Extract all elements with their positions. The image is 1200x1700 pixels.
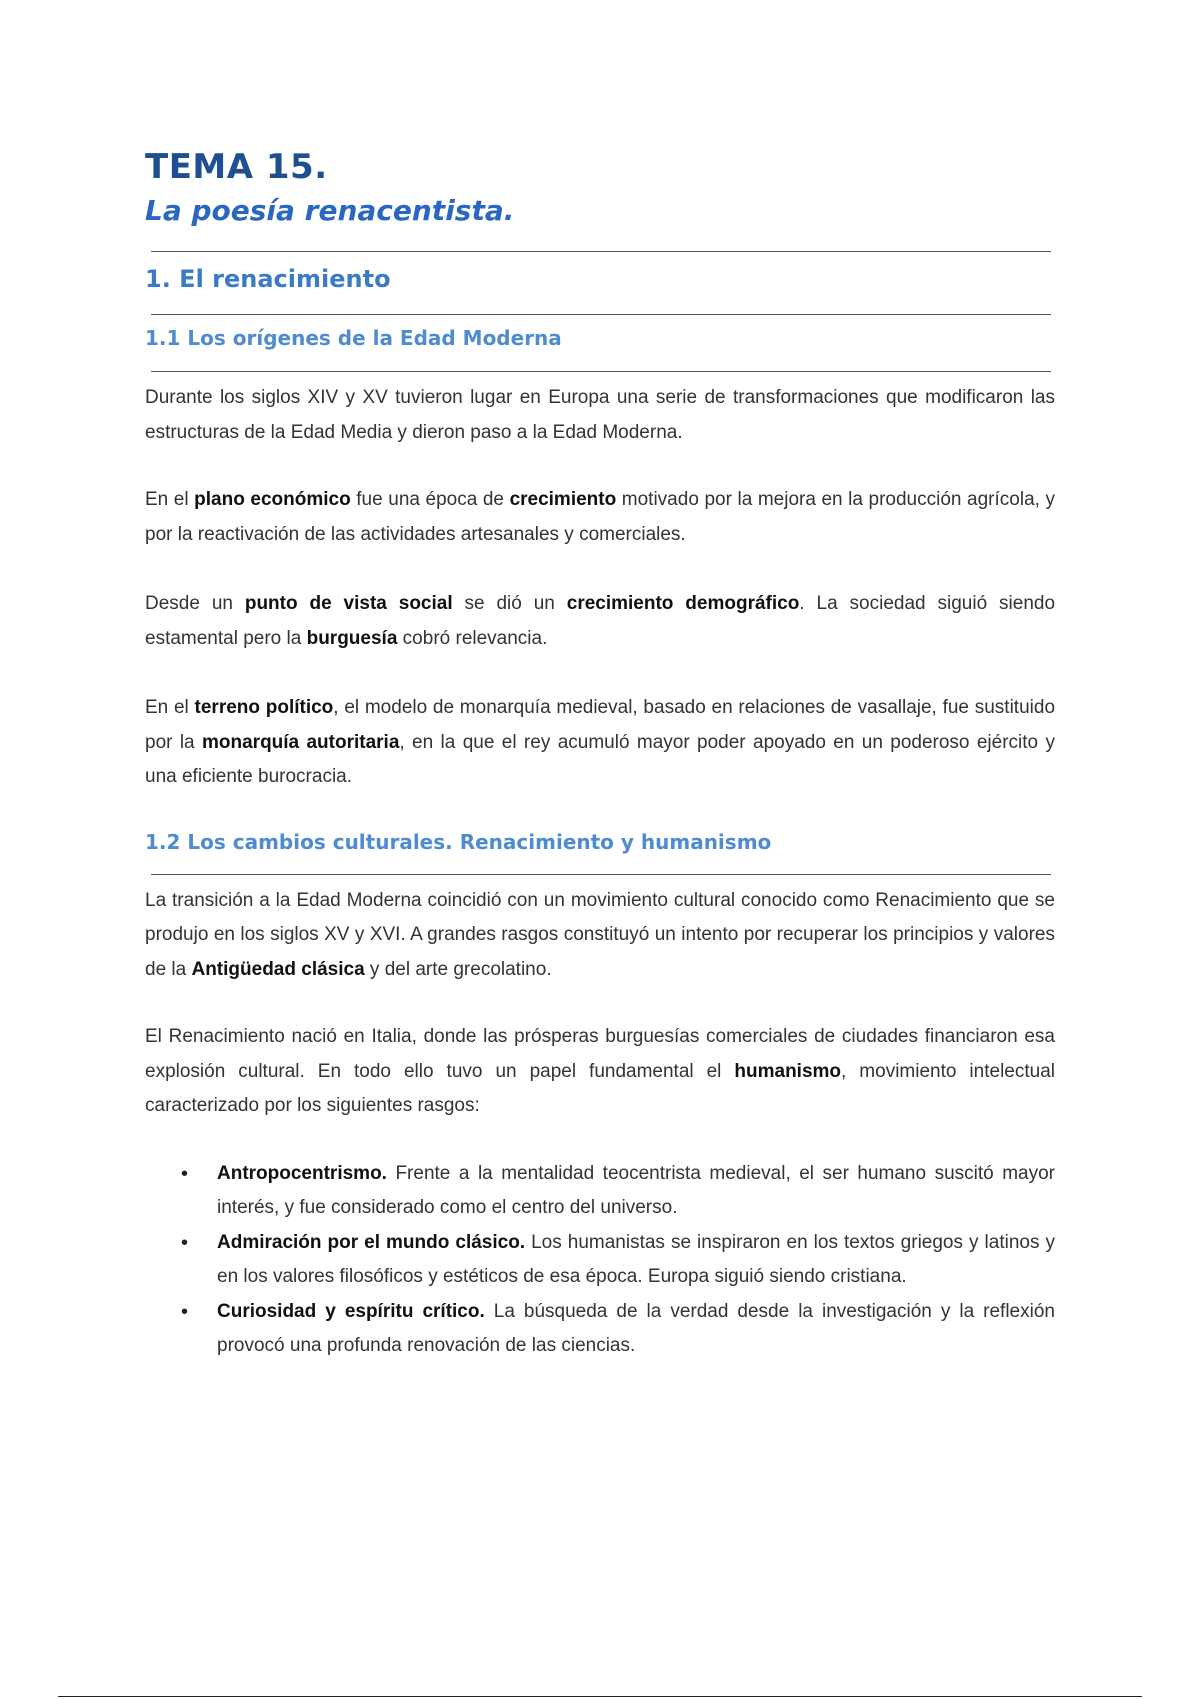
paragraph-renaissance-italy bbox=[145, 1020, 1055, 1124]
bullet-text: La búsqueda de la verdad desde la investigación y la reflexión provocó una profunda renovación de las ciencias. bbox=[217, 1300, 1055, 1356]
subsection-heading-1-2: 1.2 Los cambios culturales. Renacimiento y humanismo bbox=[145, 829, 772, 854]
paragraph-economic-plane bbox=[145, 483, 1055, 552]
paragraph-text: , movimiento intelectual caracterizado por los siguientes rasgos: bbox=[145, 1060, 1055, 1116]
page-bottom-rule bbox=[58, 1696, 1142, 1697]
subsection-heading-1-1: 1.1 Los orígenes de la Edad Moderna bbox=[145, 326, 562, 350]
paragraph-text: . La sociedad siguió siendo estamental pero la bbox=[145, 593, 1056, 649]
paragraph-text: y del arte grecolatino. bbox=[364, 958, 552, 980]
paragraph-text: motivado por la mejora en la producción agrícola, y por la reactivación de las actividades artesanales y comerciales. bbox=[145, 489, 1055, 545]
bullet-term: Antropocentrismo. bbox=[217, 1162, 387, 1184]
paragraph-text: Desde un bbox=[145, 593, 245, 614]
bold-term: monarquía autoritaria bbox=[202, 731, 400, 753]
paragraph-text: En el bbox=[145, 489, 195, 510]
bold-term: punto de vista social bbox=[244, 593, 453, 614]
divider bbox=[151, 251, 1051, 252]
bold-term: crecimiento demográfico bbox=[566, 593, 800, 614]
bold-term: plano económico bbox=[194, 489, 351, 510]
paragraph-text: En el bbox=[145, 697, 195, 718]
humanism-traits-list bbox=[145, 1157, 1055, 1364]
document-subtitle: La poesía renacentista. bbox=[145, 194, 515, 227]
bullet-term: Curiosidad y espíritu crítico. bbox=[217, 1300, 485, 1322]
paragraph-origins-intro: Durante los siglos XIV y XV tuvieron lugar en Europa una serie de transformaciones que modificaron las estructuras de la Edad Media y dieron paso a la Edad Moderna. bbox=[145, 387, 1055, 443]
bold-term: Antigüedad clásica bbox=[191, 958, 365, 980]
bold-term: humanismo bbox=[734, 1060, 842, 1082]
paragraph-text: , el modelo de monarquía medieval, basado en relaciones de vasallaje, fue sustituido por la bbox=[145, 697, 1056, 753]
divider bbox=[151, 371, 1051, 372]
bullet-text: Los humanistas se inspiraron en los textos griegos y latinos y en los valores filosóficos y estéticos de esa época. Europa siguió siendo cristiana. bbox=[217, 1231, 1055, 1287]
document-page bbox=[145, 145, 1055, 1364]
paragraph-text: El Renacimiento nació en Italia, donde las prósperas burguesías comerciales de ciudades financiaron esa explosión cultural. En todo ello tuvo un papel fundamental el bbox=[145, 1026, 1055, 1082]
list-item bbox=[217, 1295, 1055, 1364]
paragraph-text: , en la que el rey acumuló mayor poder apoyado en un poderoso ejército y una eficiente burocracia. bbox=[145, 731, 1055, 787]
paragraph-text: se dió un bbox=[452, 593, 567, 614]
divider bbox=[151, 874, 1051, 875]
bullet-text: Frente a la mentalidad teocentrista medieval, el ser humano suscitó mayor interés, y fue considerado como el centro del universo. bbox=[217, 1162, 1055, 1218]
document-title: TEMA 15. bbox=[145, 147, 328, 187]
bold-term: terreno político bbox=[194, 697, 334, 718]
bold-term: crecimiento bbox=[509, 489, 617, 510]
list-item bbox=[217, 1226, 1055, 1295]
paragraph-text: La transición a la Edad Moderna coincidió con un movimiento cultural conocido como Renacimiento que se produjo en los siglos XV y XVI. A grandes rasgos constituyó un intento por recuperar los principios y valores de la bbox=[145, 889, 1055, 980]
bold-term: burguesía bbox=[306, 627, 398, 649]
bullet-term: Admiración por el mundo clásico. bbox=[217, 1231, 526, 1253]
paragraph-text: cobró relevancia. bbox=[397, 627, 548, 649]
paragraph-cultural-transition bbox=[145, 884, 1055, 988]
divider bbox=[151, 314, 1051, 315]
paragraph-political-terrain bbox=[145, 691, 1055, 795]
paragraph-social-view bbox=[145, 587, 1055, 656]
section-heading-1: 1. El renacimiento bbox=[145, 265, 391, 293]
paragraph-text: fue una época de bbox=[350, 489, 510, 510]
list-item bbox=[217, 1157, 1055, 1226]
